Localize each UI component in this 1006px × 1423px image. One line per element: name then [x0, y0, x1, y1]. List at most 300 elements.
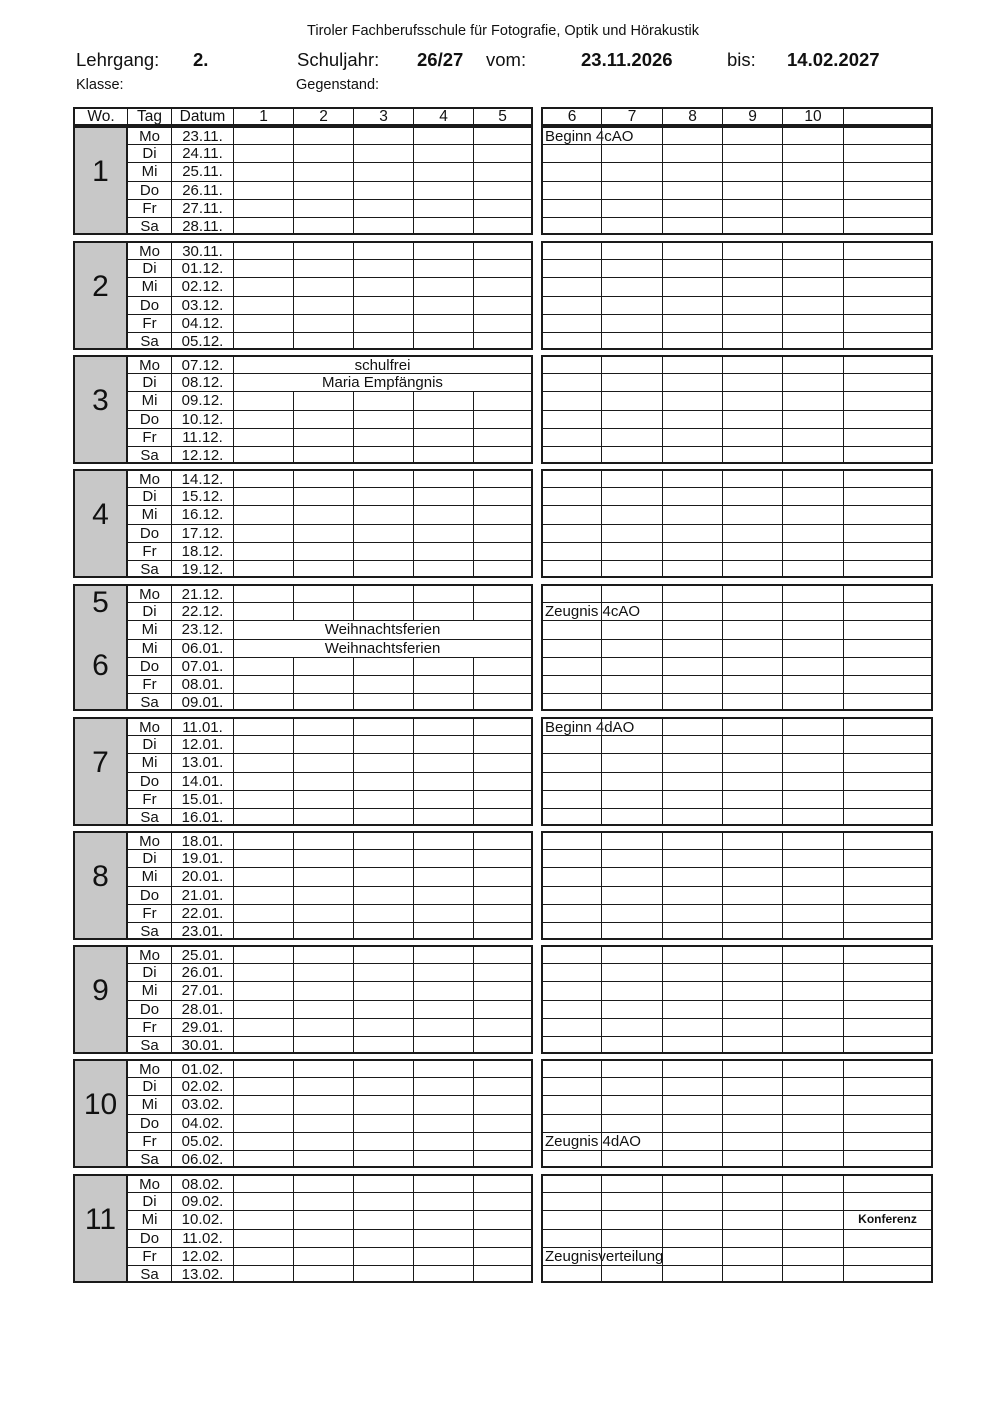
period-cell: [413, 259, 473, 277]
period-cell: [843, 620, 933, 638]
period-cell: [353, 886, 413, 904]
period-cell: [782, 410, 843, 428]
day-tag: Mo: [127, 126, 171, 144]
period-cell: [541, 1000, 601, 1018]
period-cell: [843, 963, 933, 981]
period-cell: [843, 945, 933, 963]
period-cell: [662, 524, 722, 542]
day-tag: Mi: [127, 1210, 171, 1228]
period-cell: [722, 314, 782, 332]
week-number: 2: [92, 269, 109, 303]
period-cell: [722, 735, 782, 753]
period-cell: [353, 1114, 413, 1132]
period-cell: [473, 259, 533, 277]
period-cell: [293, 849, 353, 867]
header-period-7: 7: [601, 107, 662, 126]
period-cell: [843, 314, 933, 332]
lehrgang-value: 2.: [193, 49, 209, 70]
day-date: 12.02.: [171, 1247, 233, 1265]
period-cell: [473, 469, 533, 487]
period-cell: [541, 355, 601, 373]
period-cell: [293, 1210, 353, 1228]
period-cell: [413, 1095, 473, 1113]
bis-label: bis:: [727, 49, 756, 70]
period-cell: [601, 639, 662, 657]
period-cell: [662, 355, 722, 373]
period-cell: [722, 1210, 782, 1228]
period-cell: [843, 1174, 933, 1192]
day-date: 28.01.: [171, 1000, 233, 1018]
period-cell: [541, 831, 601, 849]
period-cell: [353, 126, 413, 144]
period-cell: [782, 1132, 843, 1150]
period-cell: [722, 584, 782, 602]
period-cell: [662, 487, 722, 505]
period-cell: [353, 1077, 413, 1095]
week-number: 6: [92, 649, 109, 683]
period-cell: [353, 391, 413, 409]
period-cell: [601, 735, 662, 753]
period-cell: [413, 1059, 473, 1077]
period-cell: [353, 469, 413, 487]
period-cell: [233, 126, 293, 144]
period-cell: [662, 241, 722, 259]
period-cell: [782, 1095, 843, 1113]
period-cell: [843, 1265, 933, 1283]
period-cell: [782, 314, 843, 332]
period-cell: [413, 181, 473, 199]
day-date: 09.02.: [171, 1192, 233, 1210]
period-cell: [353, 584, 413, 602]
period-cell: [293, 487, 353, 505]
period-cell: [413, 772, 473, 790]
period-cell: [293, 886, 353, 904]
day-date: 02.02.: [171, 1077, 233, 1095]
day-tag: Di: [127, 487, 171, 505]
period-cell: [601, 446, 662, 464]
period-cell: [843, 867, 933, 885]
period-cell: [662, 1229, 722, 1247]
period-cell: [353, 1174, 413, 1192]
week-number: 5: [92, 586, 109, 619]
period-cell: [413, 524, 473, 542]
schuljahr-label: Schuljahr:: [297, 49, 380, 70]
period-cell: [782, 373, 843, 391]
period-cell: [233, 1192, 293, 1210]
period-cell: [353, 505, 413, 523]
period-cell: [662, 849, 722, 867]
day-date: 14.01.: [171, 772, 233, 790]
period-cell: [233, 410, 293, 428]
period-cell: [843, 1114, 933, 1132]
period-cell: [541, 904, 601, 922]
period-cell: [353, 735, 413, 753]
period-cell: [601, 1150, 662, 1168]
period-cell: [601, 620, 662, 638]
period-cell: [233, 296, 293, 314]
period-cell: [541, 144, 601, 162]
day-tag: Di: [127, 1077, 171, 1095]
period-cell: [662, 693, 722, 711]
day-tag: Mi: [127, 391, 171, 409]
period-cell: [293, 963, 353, 981]
period-cell: [353, 1229, 413, 1247]
period-cell: [541, 1150, 601, 1168]
day-tag: Sa: [127, 922, 171, 940]
period-cell: [413, 693, 473, 711]
period-cell: [413, 162, 473, 180]
day-date: 12.01.: [171, 735, 233, 753]
period-cell: [293, 144, 353, 162]
period-cell: [601, 772, 662, 790]
period-cell: [541, 410, 601, 428]
period-cell: [843, 657, 933, 675]
period-cell: [413, 753, 473, 771]
period-cell: [601, 144, 662, 162]
header-period-11: [843, 107, 933, 126]
period-cell: [293, 1229, 353, 1247]
period-cell: [601, 1077, 662, 1095]
period-cell: [413, 1114, 473, 1132]
note-right: Zeugnis 4cAO: [541, 602, 601, 620]
period-cell: [722, 126, 782, 144]
period-cell: [662, 963, 722, 981]
period-cell: [662, 560, 722, 578]
day-date: 03.12.: [171, 296, 233, 314]
period-cell: [293, 945, 353, 963]
period-cell: [233, 584, 293, 602]
period-cell: [782, 849, 843, 867]
period-cell: [662, 332, 722, 350]
period-cell: [782, 1174, 843, 1192]
period-cell: [722, 524, 782, 542]
period-cell: [722, 446, 782, 464]
period-cell: [843, 602, 933, 620]
note-left: Weihnachtsferien: [233, 639, 533, 657]
period-cell: [782, 241, 843, 259]
period-cell: [662, 428, 722, 446]
period-cell: [293, 1000, 353, 1018]
period-cell: [722, 849, 782, 867]
period-cell: [353, 1059, 413, 1077]
period-cell: [353, 808, 413, 826]
day-tag: Mi: [127, 162, 171, 180]
period-cell: [473, 790, 533, 808]
period-cell: [662, 790, 722, 808]
vom-date: 23.11.2026: [581, 49, 673, 70]
period-cell: [782, 753, 843, 771]
period-cell: [541, 428, 601, 446]
period-cell: [353, 162, 413, 180]
week-cell: [73, 1059, 127, 1168]
period-cell: [413, 717, 473, 735]
period-cell: [541, 542, 601, 560]
period-cell: [722, 162, 782, 180]
period-cell: [782, 296, 843, 314]
period-cell: [843, 735, 933, 753]
period-cell: [601, 181, 662, 199]
period-cell: [473, 693, 533, 711]
period-cell: [601, 332, 662, 350]
period-cell: [843, 639, 933, 657]
period-cell: [782, 259, 843, 277]
period-cell: [293, 1192, 353, 1210]
period-cell: [782, 446, 843, 464]
period-cell: [233, 1174, 293, 1192]
week-cell: [73, 831, 127, 940]
day-tag: Do: [127, 181, 171, 199]
period-cell: [662, 717, 722, 735]
period-cell: [353, 144, 413, 162]
school-title: Tiroler Fachberufsschule für Fotografie, Optik und Hörakustik: [307, 23, 699, 39]
period-cell: [541, 1077, 601, 1095]
period-cell: [473, 446, 533, 464]
period-cell: [782, 1036, 843, 1054]
period-cell: [413, 602, 473, 620]
period-cell: [843, 849, 933, 867]
period-cell: [473, 675, 533, 693]
period-cell: [722, 542, 782, 560]
vom-label: vom:: [486, 49, 527, 70]
day-date: 13.02.: [171, 1265, 233, 1283]
period-cell: [473, 735, 533, 753]
period-cell: [413, 981, 473, 999]
period-cell: [233, 144, 293, 162]
period-cell: [662, 904, 722, 922]
period-cell: [413, 790, 473, 808]
period-cell: [601, 945, 662, 963]
period-cell: [601, 963, 662, 981]
day-tag: Sa: [127, 1036, 171, 1054]
period-cell: [782, 735, 843, 753]
day-date: 11.12.: [171, 428, 233, 446]
period-cell: [662, 296, 722, 314]
period-cell: [473, 831, 533, 849]
period-cell: [843, 162, 933, 180]
period-cell: [233, 1150, 293, 1168]
period-cell: [293, 693, 353, 711]
period-cell: [413, 199, 473, 217]
period-cell: [843, 181, 933, 199]
period-cell: [293, 772, 353, 790]
period-cell: [473, 542, 533, 560]
period-cell: [353, 410, 413, 428]
period-cell: [233, 1036, 293, 1054]
period-cell: [541, 1210, 601, 1228]
header-period-1: 1: [233, 107, 293, 126]
period-cell: [601, 808, 662, 826]
period-cell: [782, 886, 843, 904]
period-cell: [413, 1150, 473, 1168]
period-cell: [601, 1000, 662, 1018]
period-cell: [541, 469, 601, 487]
header-wo: Wo.: [73, 107, 127, 126]
day-date: 04.02.: [171, 1114, 233, 1132]
day-date: 19.01.: [171, 849, 233, 867]
period-cell: [722, 639, 782, 657]
period-cell: [722, 963, 782, 981]
period-cell: [473, 1036, 533, 1054]
period-cell: [473, 199, 533, 217]
period-cell: [782, 1210, 843, 1228]
bis-date: 14.02.2027: [787, 49, 880, 70]
note-left: Weihnachtsferien: [233, 620, 533, 638]
period-cell: [662, 945, 722, 963]
day-date: 16.01.: [171, 808, 233, 826]
period-cell: [233, 922, 293, 940]
period-cell: [293, 981, 353, 999]
period-cell: [601, 487, 662, 505]
period-cell: [413, 1132, 473, 1150]
period-cell: [601, 1036, 662, 1054]
period-cell: [843, 428, 933, 446]
period-cell: [722, 675, 782, 693]
period-cell: [473, 1174, 533, 1192]
period-cell: [541, 446, 601, 464]
period-cell: [413, 144, 473, 162]
period-cell: [541, 657, 601, 675]
period-cell: [722, 1174, 782, 1192]
period-cell: [601, 162, 662, 180]
period-cell: [353, 922, 413, 940]
period-cell: [293, 126, 353, 144]
period-cell: [233, 1229, 293, 1247]
period-cell: [353, 1192, 413, 1210]
period-cell: [601, 1059, 662, 1077]
period-cell: [473, 217, 533, 235]
period-cell: [843, 1229, 933, 1247]
period-cell: [782, 487, 843, 505]
period-cell: [662, 1150, 722, 1168]
period-cell: [353, 181, 413, 199]
period-cell: [233, 963, 293, 981]
period-cell: [843, 584, 933, 602]
period-cell: [782, 831, 843, 849]
period-cell: [353, 1265, 413, 1283]
period-cell: [843, 542, 933, 560]
period-cell: [233, 886, 293, 904]
day-date: 05.12.: [171, 332, 233, 350]
period-cell: [293, 1247, 353, 1265]
period-cell: [782, 790, 843, 808]
period-cell: [601, 922, 662, 940]
period-cell: [722, 981, 782, 999]
header-period-3: 3: [353, 107, 413, 126]
period-cell: [662, 886, 722, 904]
period-cell: [843, 355, 933, 373]
day-tag: Mi: [127, 620, 171, 638]
period-cell: [293, 790, 353, 808]
period-cell: [413, 560, 473, 578]
week-number: 11: [84, 1202, 117, 1236]
period-cell: [353, 981, 413, 999]
period-cell: [233, 1095, 293, 1113]
day-date: 10.02.: [171, 1210, 233, 1228]
period-cell: [722, 241, 782, 259]
period-cell: [662, 505, 722, 523]
period-cell: [353, 1150, 413, 1168]
period-cell: [413, 505, 473, 523]
period-cell: [473, 1229, 533, 1247]
period-cell: [413, 217, 473, 235]
day-tag: Fr: [127, 790, 171, 808]
period-cell: [293, 1036, 353, 1054]
period-cell: [662, 217, 722, 235]
period-cell: [662, 675, 722, 693]
period-cell: [293, 162, 353, 180]
period-cell: [413, 1077, 473, 1095]
period-cell: [413, 904, 473, 922]
period-cell: [233, 542, 293, 560]
period-cell: [843, 259, 933, 277]
period-cell: [782, 904, 843, 922]
day-date: 29.01.: [171, 1018, 233, 1036]
day-date: 12.12.: [171, 446, 233, 464]
period-cell: [662, 867, 722, 885]
period-cell: [353, 1132, 413, 1150]
period-cell: [601, 584, 662, 602]
period-cell: [722, 1114, 782, 1132]
day-date: 26.11.: [171, 181, 233, 199]
period-cell: [473, 657, 533, 675]
period-cell: [233, 1265, 293, 1283]
period-cell: [353, 790, 413, 808]
period-cell: [782, 1000, 843, 1018]
day-tag: Mo: [127, 584, 171, 602]
day-date: 11.02.: [171, 1229, 233, 1247]
period-cell: [473, 241, 533, 259]
period-cell: [541, 693, 601, 711]
period-cell: [662, 410, 722, 428]
period-cell: [601, 1095, 662, 1113]
period-cell: [413, 922, 473, 940]
period-cell: [413, 446, 473, 464]
period-cell: [662, 753, 722, 771]
period-cell: [473, 126, 533, 144]
week-cell: [73, 241, 127, 350]
period-cell: [541, 1059, 601, 1077]
period-cell: [233, 391, 293, 409]
day-tag: Fr: [127, 314, 171, 332]
day-date: 23.01.: [171, 922, 233, 940]
period-cell: [473, 772, 533, 790]
period-cell: [662, 1077, 722, 1095]
period-cell: [843, 717, 933, 735]
period-cell: [233, 657, 293, 675]
period-cell: [233, 487, 293, 505]
period-cell: [353, 693, 413, 711]
period-cell: [782, 808, 843, 826]
day-date: 21.12.: [171, 584, 233, 602]
period-cell: [541, 772, 601, 790]
period-cell: [782, 945, 843, 963]
period-cell: [293, 1265, 353, 1283]
note-right: Beginn 4cAO: [541, 126, 601, 144]
day-tag: Mi: [127, 867, 171, 885]
week-number: 4: [92, 497, 109, 531]
period-cell: [413, 1210, 473, 1228]
day-date: 16.12.: [171, 505, 233, 523]
period-cell: [722, 790, 782, 808]
header-period-2: 2: [293, 107, 353, 126]
period-cell: [413, 469, 473, 487]
period-cell: [843, 1247, 933, 1265]
period-cell: [722, 560, 782, 578]
period-cell: [662, 277, 722, 295]
period-cell: [413, 1229, 473, 1247]
period-cell: [293, 542, 353, 560]
period-cell: [843, 808, 933, 826]
